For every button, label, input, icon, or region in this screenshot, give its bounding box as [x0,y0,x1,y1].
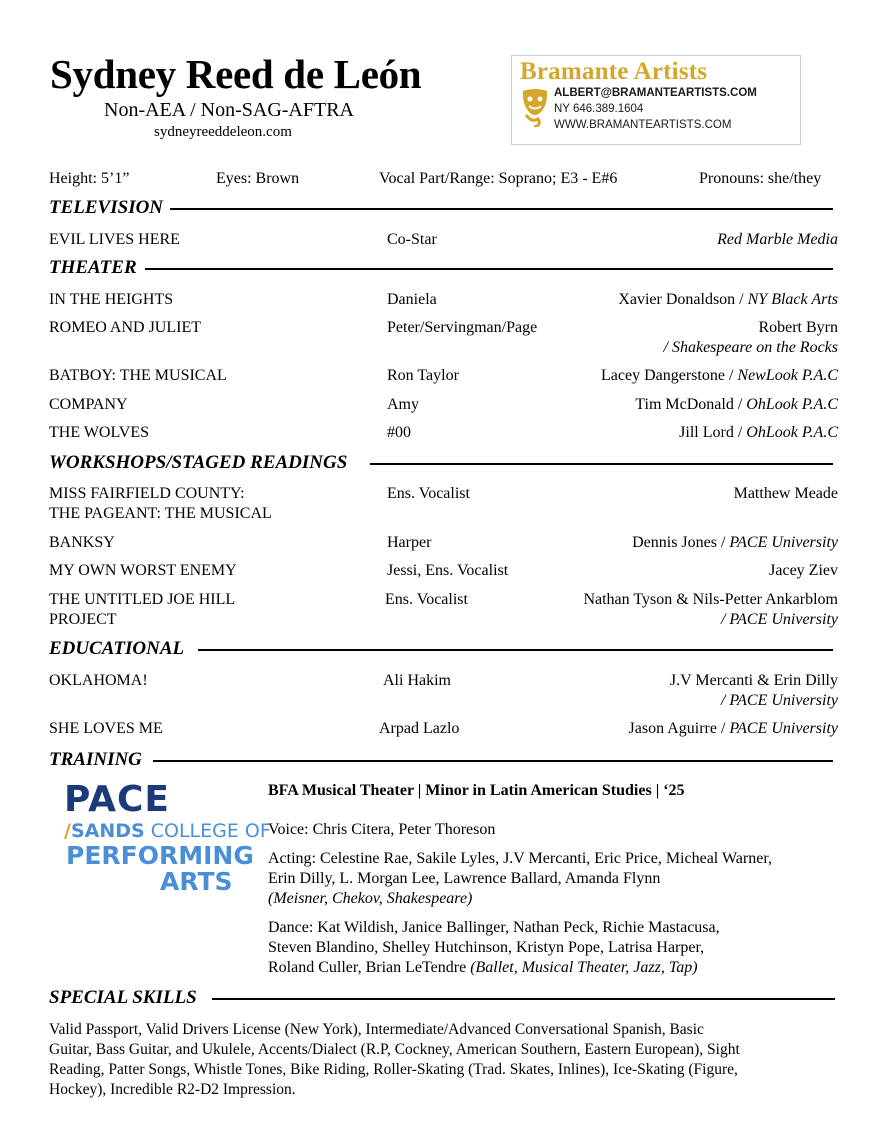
section-divider [198,649,833,651]
credit-title: IN THE HEIGHTS [49,291,174,308]
degree: BFA Musical Theater | Minor in Latin American Studies | ‘25 [268,782,685,799]
credit-company: / Shakespeare on the Rocks [663,339,838,356]
credit-title: EVIL LIVES HERE [49,231,180,248]
agency-name: Bramante Artists [520,58,708,85]
section-heading-workshops: WORKSHOPS/STAGED READINGS [49,452,351,474]
credit-director: Nathan Tyson & Nils-Petter Ankarblom / PACE University [583,591,838,628]
agency-email[interactable]: ALBERT@BRAMANTEARTISTS.COM [554,87,757,99]
credit-title: SHE LOVES ME [49,720,163,737]
section-heading-skills: SPECIAL SKILLS [49,987,201,1009]
union-status: Non-AEA / Non-SAG-AFTRA [104,99,354,121]
credit-role: #00 [387,424,411,441]
credit-company: / PACE University [720,611,838,628]
stat-height: Height: 5’1” [49,170,130,187]
section-divider [170,208,833,210]
section-heading-television: TELEVISION [49,197,167,219]
credit-director: Jason Aguirre / PACE University [628,720,838,737]
training-dance: Dance: Kat Wildish, Janice Ballinger, Nathan Peck, Richie Mastacusa, Steven Blandino, Shelley Hutchinson, Kristyn Pope, Latrisa Harper, Roland Culler, Brian LeTendre (Ballet, Musical Theater, Jazz, Tap) [268,919,720,976]
performer-name: Sydney Reed de León [50,51,422,97]
credit-title: BATBOY: THE MUSICAL [49,367,227,384]
website-link[interactable]: sydneyreeddeleon.com [154,124,292,140]
credit-director: J.V Mercanti & Erin Dilly / PACE University [669,672,838,709]
section-divider [212,998,835,1000]
logo-text: PACE [64,779,170,820]
credit-title: ROMEO AND JULIET [49,319,201,336]
credit-director [508,230,838,250]
credit-title: BANKSY [49,534,115,551]
credit-role: Peter/Servingman/Page [387,319,538,336]
credit-role: Co-Star [387,231,437,248]
stat-eyes: Eyes: Brown [216,170,300,187]
credit-role: Daniela [387,291,437,308]
pace-sands-logo [64,779,271,900]
credit-director: Xavier Donaldson / NY Black Arts [618,291,838,308]
credit-title: OKLAHOMA! [49,672,148,689]
credit-director: Lacey Dangerstone / NewLook P.A.C [601,367,838,384]
credit-title: THE WOLVES [49,424,149,441]
credit-director: Jacey Ziev [769,562,838,579]
section-divider [370,463,833,465]
section-heading-training: TRAINING [49,749,146,771]
credit-role: Ali Hakim [383,672,451,689]
credit-company: PACE University [729,720,838,737]
credit-company: PACE University [729,534,838,551]
credit-company: Red Marble Media [717,231,838,248]
special-skills-text: Valid Passport, Valid Drivers License (New York), Intermediate/Advanced Conversational Spanish, Basic Guitar, Bass Guitar, and Ukulele, Accents/Dialect (R.P, Cockney, American Southern, Eastern European), Sight Reading, Patter Songs, Whistle Tones, Bike Riding, Roller-Skating (Trad. Skates, Inlines), Ice-Skating (Figure, Hockey), Incredible R2-D2 Impression. [49,1021,740,1098]
credit-director: Matthew Meade [733,485,838,502]
section-heading-educational: EDUCATIONAL [49,638,188,660]
training-acting: Acting: Celestine Rae, Sakile Lyles, J.V Mercanti, Eric Price, Micheal Warner, Erin Dilly, L. Morgan Lee, Lawrence Ballard, Amanda Flynn (Meisner, Chekov, Shakespeare) [268,850,772,907]
agency-logo-box [511,55,801,145]
training-voice: Voice: Chris Citera, Peter Thoreson [268,821,496,838]
credit-role: Jessi, Ens. Vocalist [387,562,509,579]
credit-title: MISS FAIRFIELD COUNTY: THE PAGEANT: THE MUSICAL [49,485,272,522]
credit-company: OhLook P.A.C [746,396,838,413]
credit-role: Harper [387,534,432,551]
credit-director: Tim McDonald / OhLook P.A.C [635,396,838,413]
credit-director: Robert Byrn / Shakespeare on the Rocks [663,319,838,356]
credit-company: OhLook P.A.C [746,424,838,441]
credit-director: Dennis Jones / PACE University [632,534,838,551]
logo-text: /SANDS COLLEGE OF [64,820,271,842]
section-divider [153,760,833,762]
credit-role: Amy [387,396,419,413]
section-divider [145,268,833,270]
stat-pronouns: Pronouns: she/they [699,170,822,187]
agency-url[interactable]: WWW.BRAMANTEARTISTS.COM [554,119,732,131]
credit-role: Ens. Vocalist [387,485,470,502]
credit-title: COMPANY [49,396,128,413]
logo-text: PERFORMING [66,841,254,870]
credit-role: Ens. Vocalist [385,591,468,608]
credit-director: Jill Lord / OhLook P.A.C [679,424,838,441]
credit-role: Ron Taylor [387,367,459,384]
credit-title: THE UNTITLED JOE HILL PROJECT [49,591,236,628]
credit-role: Arpad Lazlo [379,720,460,737]
credit-company: NewLook P.A.C [737,367,838,384]
stat-vocal: Vocal Part/Range: Soprano; E3 - E#6 [379,170,618,187]
theater-mask-icon [520,87,550,127]
agency-phone: NY 646.389.1604 [554,103,644,115]
logo-text: ARTS [160,867,233,896]
section-heading-theater: THEATER [49,257,141,279]
credit-company: / PACE University [720,692,838,709]
credit-company: NY Black Arts [747,291,838,308]
credit-title: MY OWN WORST ENEMY [49,562,237,579]
